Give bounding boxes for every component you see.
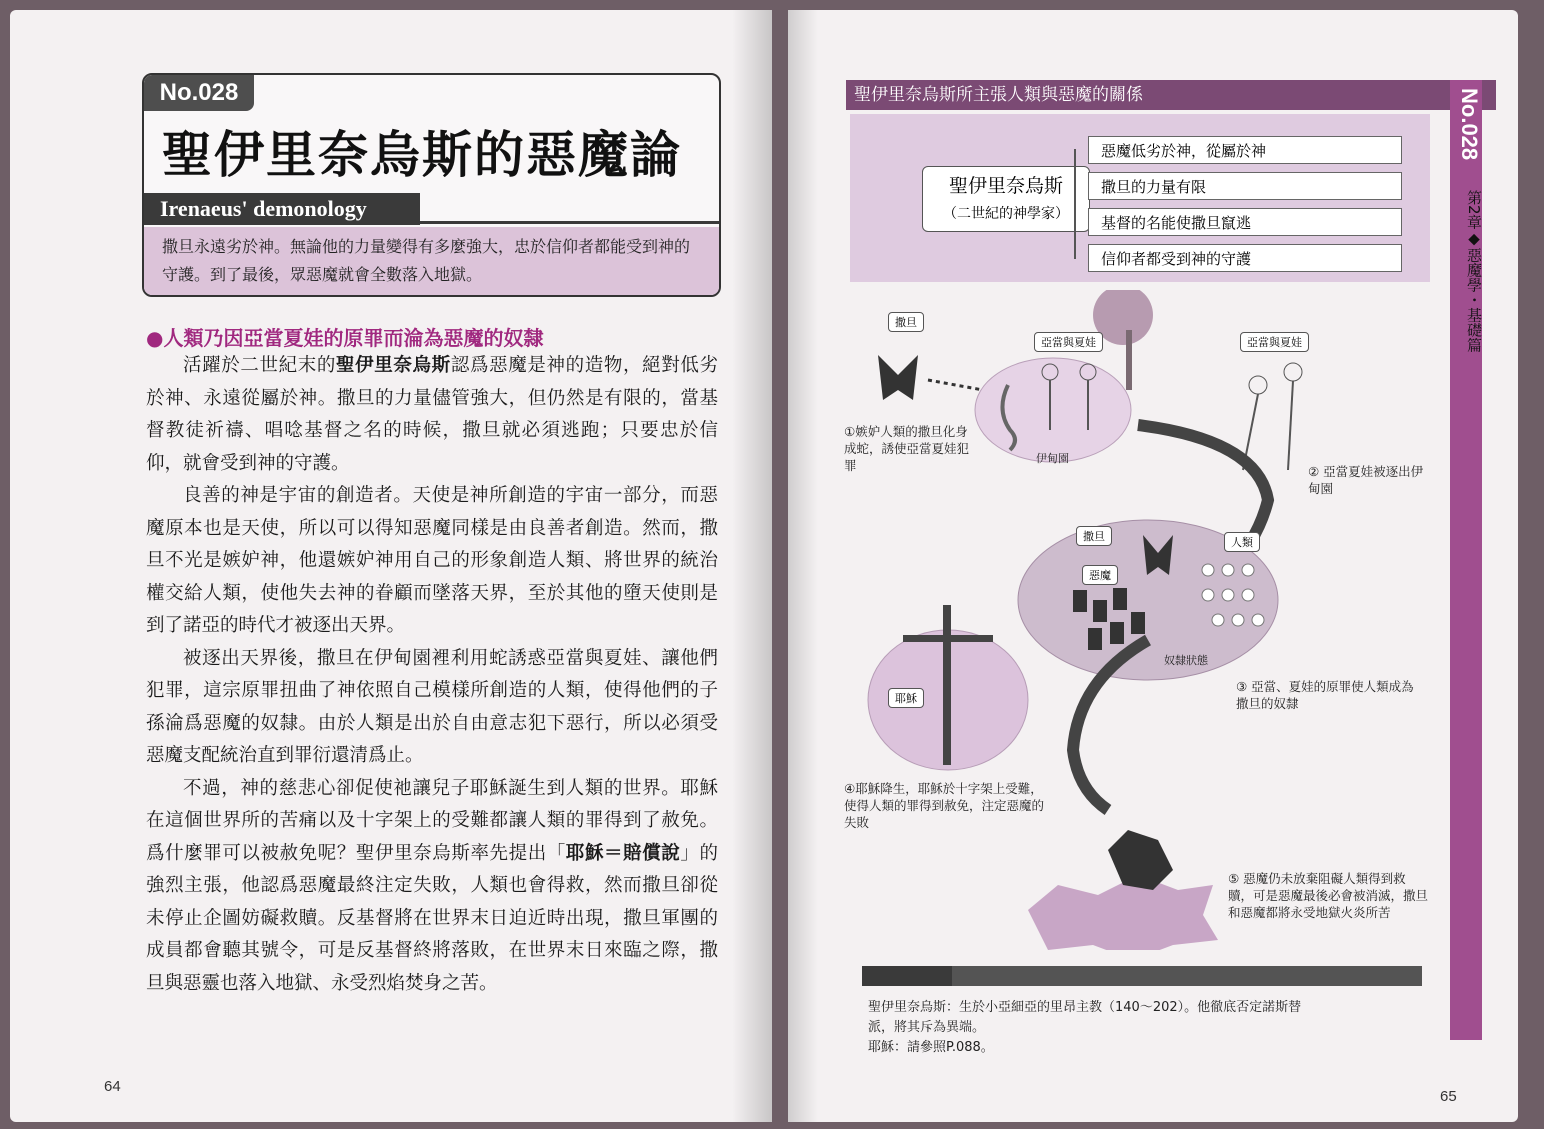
eden-oval	[975, 358, 1131, 462]
belief-item: 基督的名能使撒旦竄逃	[1088, 208, 1402, 236]
note-1: ①嫉妒人類的撒旦化身成蛇，誘使亞當夏娃犯罪	[844, 424, 970, 473]
chapter-label: 第2章◆惡魔學・基礎篇	[1465, 190, 1483, 353]
note-4: ④耶穌降生，耶穌於十字架上受難，使得人類的罪得到赦免，注定惡魔的失敗	[844, 781, 1045, 830]
diagram-title: 聖伊里奈烏斯所主張人類與惡魔的關係	[846, 80, 1496, 110]
footnote-line: 聖伊里奈烏斯：生於小亞細亞的里昂主教（140〜202）。他徹底否定諾斯替	[868, 1000, 1302, 1015]
body-paragraph	[146, 773, 718, 1001]
eve-icon	[1284, 363, 1302, 381]
label-adam-eve: 亞當與夏娃	[1240, 332, 1309, 352]
belief-item: 惡魔低劣於神，從屬於神	[1088, 136, 1402, 164]
adam-icon	[1249, 376, 1267, 394]
note-2: ② 亞當夏娃被逐出伊甸園	[1308, 464, 1424, 496]
label-humans: 人類	[1224, 532, 1260, 552]
body-text	[146, 350, 718, 1000]
bracket-line	[1074, 149, 1076, 259]
satan-icon	[878, 355, 918, 400]
footnote-line: 耶穌：請參照P.088。	[868, 1040, 994, 1055]
illustration	[788, 290, 1448, 950]
body-paragraph	[146, 350, 718, 480]
side-entry-number: No.028	[1457, 88, 1482, 161]
label-jesus: 耶穌	[888, 688, 924, 708]
label-slavery: 奴隸狀態	[1164, 654, 1208, 667]
page-title: 聖伊里奈烏斯的惡魔論	[162, 125, 682, 184]
node-name: 聖伊里奈烏斯	[948, 175, 1063, 197]
body-paragraph	[146, 643, 718, 773]
bold-term: 聖伊里奈烏斯	[336, 355, 451, 376]
right-page	[788, 10, 1518, 1122]
note-5: ⑤ 惡魔仍未放棄阻礙人類得到救贖，可是惡魔最後必會被消滅，撒旦和惡魔都將永受地獄火炎所苦	[1228, 871, 1429, 920]
page-number-left: 64	[104, 1078, 121, 1095]
subtitle-rule	[404, 221, 719, 224]
page-number-right: 65	[1440, 1088, 1457, 1105]
bold-term: 耶穌＝賠償說	[565, 842, 681, 864]
label-demons: 惡魔	[1082, 565, 1118, 585]
paragraph-text: 被逐出天界後，撒旦在伊甸園裡利用蛇誘惑亞當與夏娃、讓他們犯罪，這宗原罪扭曲了神依照自己模樣所創造的人類，使得他們的子孫淪爲惡魔的奴隸。由於人類是出於自由意志犯下惡行，所以必須受惡魔支配統治直到罪衍還清爲止。	[146, 647, 718, 766]
label-satan: 撒旦	[888, 312, 924, 332]
summary-text: 撒旦永遠劣於神。無論他的力量變得有多麼強大，忠於信仰者都能受到神的守護。到了最後，眾惡魔就會全數落入地獄。	[144, 227, 719, 295]
label-eden: 伊甸園	[1036, 452, 1069, 465]
note-3: ③ 亞當、夏娃的原罪使人類成為撒旦的奴隸	[1236, 679, 1414, 711]
title-box	[142, 73, 721, 297]
paragraph-text: 認爲惡魔是神的造物，絕對低劣於神、永遠從屬於神。撒旦的力量儘管強大，但仍然是有限的，當基督教徒祈禱、唱唸基督之名的時候，撒旦就必須逃跑；只要忠於信仰，就會受到神的守護。	[146, 355, 718, 474]
hell-icon	[1028, 875, 1218, 950]
gutter-shadow	[732, 10, 772, 1122]
label-satan: 撒旦	[1076, 526, 1112, 546]
paragraph-text: 不過，神的慈悲心卻促使祂讓兒子耶穌誕生到人類的世界。耶穌在這個世界所的苦痛以及十字架上的受難都讓人類的罪得到了赦免。爲什麼罪可以被赦免呢？聖伊里奈烏斯率先提出「	[146, 777, 718, 864]
demon-icon	[1108, 830, 1173, 890]
paragraph-text: 活躍於二世紀末的	[183, 355, 337, 376]
footnote-line: 派，將其斥為異端。	[868, 1020, 986, 1035]
cross-icon	[943, 605, 951, 765]
paragraph-text: 」的強烈主張，他認爲惡魔最終注定失敗，人類也會得救，然而撒旦卻從未停止企圖妨礙救贖。反基督將在世界末日迫近時出現，撒旦軍團的成員都會聽其號令，可是反基督終將落敗，在世界末日來臨之際，撒旦與惡靈也落入地獄、永受烈焰焚身之苦。	[146, 842, 718, 994]
dotted-arrow	[928, 380, 983, 390]
footnote-tab	[862, 966, 952, 986]
section-heading: ●人類乃因亞當夏娃的原罪而淪為惡魔的奴隸	[146, 326, 544, 350]
tree-trunk	[1126, 330, 1132, 390]
body-paragraph	[146, 480, 718, 643]
belief-item: 撒旦的力量有限	[1088, 172, 1402, 200]
english-subtitle: Irenaeus' demonology	[144, 193, 420, 225]
entry-number: No.028	[144, 75, 254, 111]
paragraph-text: 良善的神是宇宙的創造者。天使是神所創造的宇宙一部分，而惡魔原本也是天使，所以可以得知惡魔同樣是由良善者創造。然而，撒旦不光是嫉妒神，他還嫉妒神用自己的形象創造人類、將世界的統治權交給人類，使他失去神的眷顧而墜落天界，至於其他的墮天使則是到了諾亞的時代才被逐出天界。	[146, 485, 718, 636]
irenaeus-node	[922, 166, 1090, 232]
node-sub: （二世紀的神學家）	[943, 206, 1069, 222]
left-page	[10, 10, 772, 1122]
belief-item: 信仰者都受到神的守護	[1088, 244, 1402, 272]
summary-diagram	[850, 114, 1430, 282]
label-adam-eve: 亞當與夏娃	[1034, 332, 1103, 352]
